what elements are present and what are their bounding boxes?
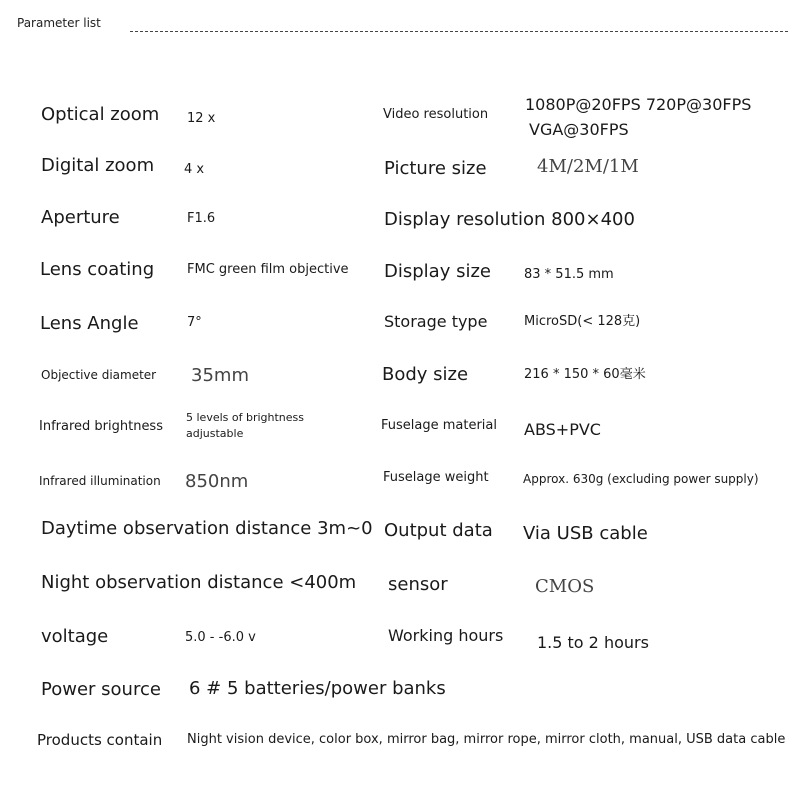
infrared-illumination-value: 850nm (185, 471, 249, 492)
digital-zoom-label: Digital zoom (41, 155, 155, 176)
output-data-value: Via USB cable (523, 523, 648, 544)
fuselage-material-label: Fuselage material (381, 418, 497, 433)
daytime-distance-text: Daytime observation distance 3m~0 (41, 518, 373, 539)
products-contain-value: Night vision device, color box, mirror bag, mirror rope, mirror cloth, manual, USB data cable (187, 732, 786, 747)
display-resolution-text: Display resolution 800×400 (384, 209, 635, 230)
objective-diameter-value: 35mm (191, 365, 249, 386)
sensor-value: CMOS (535, 576, 595, 597)
picture-size-label: Picture size (384, 158, 487, 179)
storage-type-label: Storage type (384, 312, 488, 331)
page-title: Parameter list (17, 16, 101, 30)
night-distance-text: Night observation distance <400m (41, 572, 357, 593)
storage-type-value: MicroSD(< 128克) (524, 314, 641, 329)
infrared-illumination-label: Infrared illumination (39, 474, 161, 488)
display-size-value: 83 * 51.5 mm (524, 267, 614, 282)
voltage-value: 5.0 - -6.0 v (185, 630, 256, 645)
voltage-label: voltage (41, 626, 109, 647)
display-size-label: Display size (384, 261, 491, 282)
video-resolution-label: Video resolution (383, 107, 489, 122)
optical-zoom-value: 12 x (187, 111, 216, 126)
body-size-label: Body size (382, 364, 469, 385)
optical-zoom-label: Optical zoom (41, 104, 160, 125)
video-resolution-value-line2: VGA@30FPS (529, 120, 629, 139)
power-source-value: 6 # 5 batteries/power banks (189, 678, 446, 699)
fuselage-weight-value: Approx. 630g (excluding power supply) (523, 472, 759, 486)
digital-zoom-value: 4 x (184, 162, 205, 177)
video-resolution-value-line1: 1080P@20FPS 720P@30FPS (525, 95, 752, 114)
lens-angle-label: Lens Angle (40, 313, 139, 334)
infrared-brightness-label: Infrared brightness (39, 419, 163, 434)
lens-coating-value: FMC green film objective (187, 262, 349, 277)
sensor-label: sensor (388, 574, 448, 595)
output-data-label: Output data (384, 520, 493, 541)
working-hours-value: 1.5 to 2 hours (537, 633, 649, 652)
working-hours-label: Working hours (388, 626, 504, 645)
fuselage-material-value: ABS+PVC (524, 420, 601, 439)
body-size-value: 216 * 150 * 60毫米 (524, 367, 646, 382)
objective-diameter-label: Objective diameter (41, 368, 157, 382)
aperture-label: Aperture (41, 207, 120, 228)
header-divider (130, 31, 788, 32)
fuselage-weight-label: Fuselage weight (383, 470, 489, 485)
aperture-value: F1.6 (187, 211, 216, 226)
picture-size-value: 4M/2M/1M (537, 156, 639, 177)
lens-angle-value: 7° (187, 315, 202, 330)
power-source-label: Power source (41, 679, 161, 700)
infrared-brightness-value-line1: 5 levels of brightness (186, 411, 305, 424)
lens-coating-label: Lens coating (40, 259, 155, 280)
products-contain-label: Products contain (37, 731, 163, 749)
infrared-brightness-value-line2: adjustable (186, 427, 244, 440)
